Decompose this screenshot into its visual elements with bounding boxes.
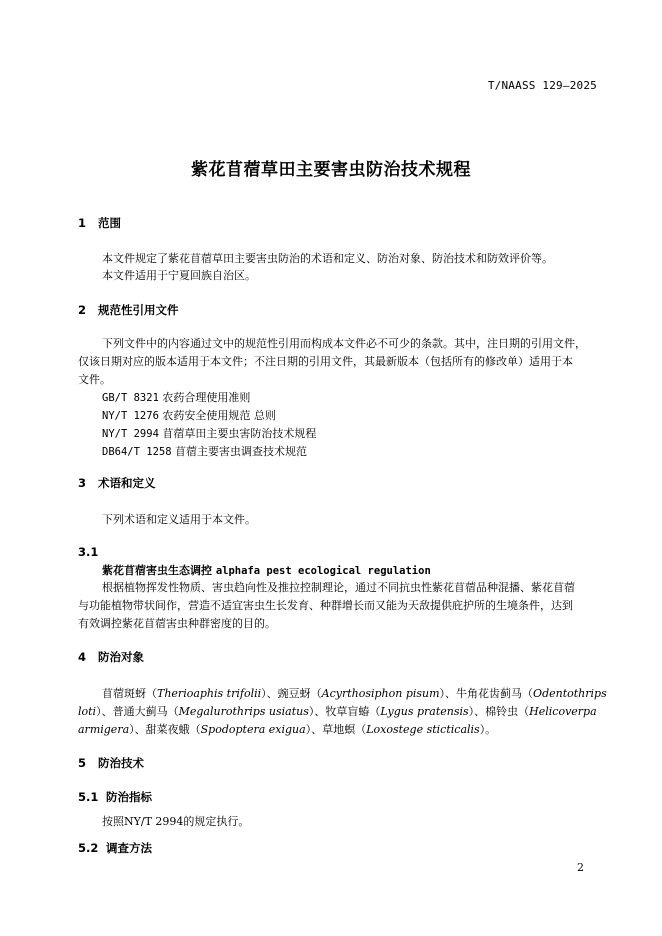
- subsection-3-1-number: 3.1: [78, 545, 99, 559]
- standard-number: T/NAASS 129—2025: [487, 79, 597, 92]
- subsection-5-2-heading: 5.2 调查方法: [78, 841, 152, 855]
- section-4-heading: 4 防治对象: [78, 650, 144, 664]
- section-1-para-2: 本文件适用于宁夏回族自治区。: [102, 269, 256, 282]
- term-definition-line-1: 根据植物挥发性物质、害虫趋向性及推拉控制理论，通过不同抗虫性紫花苜蓿品种混播、紫花苜蓿: [102, 581, 575, 594]
- reference-item: DB64/T 1258 苜蓿主要害虫调查技术规范: [102, 445, 308, 458]
- reference-item: NY/T 1276 农药安全使用规范 总则: [102, 409, 276, 422]
- pest-list-line-3: armigera）、甜菜夜蛾（Spodoptera exigua）、草地螟（Loxostege sticticalis）。: [78, 723, 497, 736]
- section-1-heading: 1 范围: [78, 216, 121, 230]
- term-definition-line-3: 有效调控紫花苜蓿害虫种群密度的目的。: [78, 617, 276, 630]
- subsection-5-1-heading: 5.1 防治指标: [78, 790, 152, 804]
- term-entry: 紫花苜蓿害虫生态调控 alphafa pest ecological regulation: [102, 564, 431, 577]
- section-1-para-1: 本文件规定了紫花苜蓿草田主要害虫防治的术语和定义、防治对象、防治技术和防效评价等。: [102, 252, 553, 265]
- section-5-heading: 5 防治技术: [78, 756, 144, 770]
- section-2-heading: 2 规范性引用文件: [78, 303, 179, 317]
- reference-item: NY/T 2994 苜蓿草田主要虫害防治技术规程: [102, 427, 317, 440]
- section-3-heading: 3 术语和定义: [78, 476, 156, 490]
- term-definition-line-2: 与功能植物带状间作，营造不适宜害虫生长发育、种群增长而又能为天敌提供庇护所的生境条件，达到: [78, 599, 573, 612]
- section-2-para-line-2: 仅该日期对应的版本适用于本文件；不注日期的引用文件，其最新版本（包括所有的修改单）适用于本: [78, 355, 573, 368]
- page-number: 2: [577, 861, 584, 874]
- pest-list-line-1: 苜蓿斑蚜（Therioaphis trifolii）、豌豆蚜（Acyrthosiphon pisum）、牛角花齿蓟马（Odentothrips: [102, 687, 607, 700]
- section-2-para-line-3: 文件。: [78, 373, 111, 386]
- section-2-para-line-1: 下列文件中的内容通过文中的规范性引用而构成本文件必不可少的条款。其中，注日期的引用文件，: [102, 337, 586, 350]
- document-title: 紫花苜蓿草田主要害虫防治技术规程: [191, 160, 471, 180]
- section-3-para: 下列术语和定义适用于本文件。: [102, 513, 256, 526]
- reference-item: GB/T 8321 农药合理使用准则: [102, 391, 251, 404]
- subsection-5-1-para: 按照NY/T 2994的规定执行。: [102, 815, 250, 828]
- pest-list-line-2: loti）、普通大蓟马（Megalurothrips usiatus）、牧草盲蝽（Lygus pratensis）、棉铃虫（Helicoverpa: [78, 705, 597, 718]
